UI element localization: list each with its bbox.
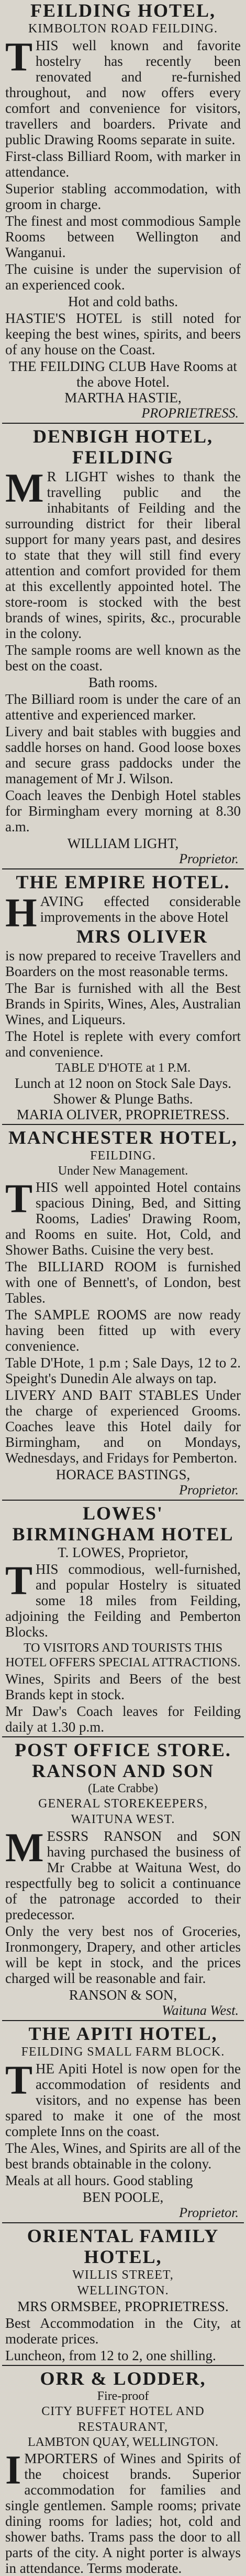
ad-title: ORIENTAL FAMILY HOTEL, — [27, 2225, 219, 2267]
divider — [2, 2222, 244, 2223]
proprietor-name: HORACE BASTINGS, — [55, 1467, 191, 1482]
ad-place: WAITUNA WEST. — [71, 1813, 175, 1826]
drop-cap: T — [5, 1176, 33, 1221]
ad-paragraph: HASTIE'S HOTEL is still noted for keeping the best wines, spirits, and beers of any house on the Coast. — [5, 310, 241, 357]
ad-paragraph: The sample rooms are well known as the best on the coast. — [5, 642, 241, 674]
ad-paragraph — [2, 1825, 244, 1922]
ad-paragraph: Table D'Hote, 1 p.m ; Sale Days, 12 to 2. Speight's Dunedin Ale always on tap. — [5, 1355, 241, 1386]
ad-paragraph: Luncheon, from 12 to 2, one shilling. — [5, 2348, 216, 2363]
ad-town: FEILDING. — [90, 1149, 156, 1163]
ad-paragraph: The Hotel is replete with every comfort and convenience. — [5, 1028, 241, 1060]
ad-subtitle: FEILDING SMALL FARM BLOCK. — [21, 2045, 225, 2059]
ad-paragraph: is now prepared to receive Travellers and Boarders on the most reasonable terms. — [5, 948, 241, 979]
proprietor-title: Proprietor. — [179, 851, 239, 866]
ad-paragraph: The BILLIARD ROOM is furnished with one of Bennett's, of London, best Tables. — [5, 1259, 241, 1306]
ad-signature: RANSON & SON, — [69, 1987, 177, 2003]
ad-paragraph-text: R LIGHT wishes to thank the travelling public and the inhabitants of Feilding and the surrounding district for their liberal support for many years past, and desires to state that they will still find every attention and comfort provided for them at this excellently appointed hotel. The store-room is stocked with the best brands of wines, spirits, &c., procurable in the colony. — [5, 469, 241, 641]
ad-paragraph: Superior stabling accommodation, with groom in charge. — [5, 181, 241, 212]
proprietor-name: MRS ORMSBEE, PROPRIETRESS. — [17, 2299, 229, 2314]
divider — [2, 1736, 244, 1737]
orr-lodder-ad — [2, 2368, 244, 2576]
ad-title: THE APITI HOTEL, — [28, 2023, 218, 2044]
ad-paragraph — [2, 890, 244, 935]
feilding-hotel-ad — [2, 0, 244, 421]
proprietor-name: T. LOWES, Proprietor, — [58, 1545, 188, 1560]
ad-trade: GENERAL STOREKEEPERS, — [38, 1797, 208, 1811]
ad-paragraph-text: ESSRS RANSON and SON having purchased the business of Mr Crabbe at Waituna West, do respectfully beg to solicit a continuance of the patronage accorded to their predecessor. — [5, 1828, 241, 1922]
ad-paragraph — [2, 34, 244, 147]
ad-paragraph — [2, 2057, 244, 2139]
proprietor-name: BEN POOLE, — [82, 2189, 164, 2205]
divider — [2, 2020, 244, 2021]
ad-paragraph: Meals at all hours. Good stabling — [5, 2173, 193, 2188]
ad-paragraph-text: AVING effected considerable improvements in the above Hotel — [40, 894, 241, 925]
drop-cap: T — [5, 1558, 33, 1603]
ad-address: KIMBOLTON ROAD FEILDING. — [28, 22, 218, 36]
lowes-hotel-ad — [2, 1503, 244, 1735]
ad-formerly: (Late Crabbe) — [88, 1782, 158, 1795]
drop-cap: M — [5, 465, 44, 510]
ad-name: MRS OLIVER — [76, 926, 208, 947]
proprietor-name: MARIA OLIVER, PROPRIETRESS. — [16, 1107, 230, 1122]
ad-name-line: CITY BUFFET HOTEL AND — [41, 2405, 205, 2418]
ad-paragraph: LIVERY AND BAIT STABLES Under the charge of experienced Grooms. Coaches leave this Hotel daily for Birmingham, and on Mondays, Wednesdays, and Fridays for Pemberton. — [5, 1387, 241, 1466]
ad-title: POST OFFICE STORE. — [15, 1739, 231, 1760]
ad-paragraph: TO VISITORS AND TOURISTS THIS HOTEL OFFERS SPECIAL ATTRACTIONS. — [5, 1641, 241, 1669]
ad-paragraph: THE FEILDING CLUB Have Rooms at the above Hotel. — [9, 358, 237, 390]
divider — [2, 1500, 244, 1501]
manchester-hotel-ad — [2, 1127, 244, 1498]
ad-firm: RANSON AND SON — [31, 1760, 215, 1781]
ad-paragraph-text: MPORTERS of Wines and Spirits of the choicest brands. Superior accommodation for families and single gentlemen. Sample rooms; private dining rooms for ladies; hot, cold and shower baths. Trams pass the door to all parts of the city. A night porter is always in attendance. Terms moderate. — [5, 2451, 241, 2576]
drop-cap: T — [5, 34, 33, 79]
empire-hotel-ad — [2, 872, 244, 1122]
ad-title: THE EMPIRE HOTEL. — [16, 872, 230, 892]
ad-title: LOWES' — [82, 1503, 164, 1524]
ad-paragraph: Lunch at 12 noon on Stock Sale Days. Shower & Plunge Baths. — [15, 1075, 231, 1107]
ad-subtitle: Fire-proof — [97, 2389, 149, 2403]
ad-paragraph: The Ales, Wines, and Spirits are all of the best brands obtainable in the colony. — [5, 2140, 241, 2172]
ad-table-hours: TABLE D'HOTE at 1 P.M. — [55, 1061, 191, 1075]
ad-paragraph — [2, 465, 244, 641]
denbigh-hotel-ad — [2, 426, 244, 867]
ad-paragraph: The cuisine is under the supervision of an experienced cook. — [5, 261, 241, 293]
ad-city: WELLINGTON. — [77, 2284, 169, 2297]
ad-title: DENBIGH HOTEL, FEILDING — [32, 426, 214, 468]
ad-title: FEILDING HOTEL, — [30, 0, 216, 21]
drop-cap: H — [5, 890, 37, 935]
ad-paragraph: Hot and cold baths. — [68, 294, 178, 309]
proprietor-name: WILLIAM LIGHT, — [67, 836, 179, 851]
ad-paragraph: Mr Daw's Coach leaves for Feilding daily at 1.30 p.m. — [5, 1703, 241, 1735]
ad-paragraph: Best Accommodation in the City, at moderate prices. — [5, 2315, 241, 2347]
divider — [2, 1124, 244, 1125]
divider — [2, 868, 244, 869]
ad-paragraph: Coach leaves the Denbigh Hotel stables for Birmingham every morning at 8.30 a.m. — [5, 787, 241, 834]
proprietor-title: Proprietor. — [179, 2205, 239, 2220]
ad-paragraph: The finest and most commodious Sample Rooms between Wellington and Wanganui. — [5, 213, 241, 260]
drop-cap: M — [5, 1825, 44, 1870]
ad-title: BIRMINGHAM HOTEL — [12, 1524, 234, 1545]
ad-paragraph: Livery and bait stables with buggies and saddle horses on hand. Good loose boxes and secure grass paddocks under the management of Mr J. Wilson. — [5, 724, 241, 786]
ad-paragraph — [2, 1558, 244, 1640]
ad-management: Under New Management. — [58, 1164, 188, 1178]
ad-paragraph — [2, 1176, 244, 1258]
ad-paragraph — [2, 2447, 244, 2576]
ad-paragraph: The Bar is furnished with all the Best Brands in Spirits, Wines, Ales, Australian Wines, and Liqueurs. — [5, 980, 241, 1027]
ad-paragraph-text: HIS commodious, well-furnished, and popular Hostelry is situated some 18 miles from Feilding, adjoining the Feilding and Pemberton Blocks. — [5, 1561, 241, 1640]
drop-cap: T — [5, 2057, 33, 2103]
proprietor-title: Proprietor. — [179, 1482, 239, 1498]
drop-cap: I — [5, 2447, 21, 2492]
ad-title: MANCHESTER HOTEL, — [8, 1127, 238, 1148]
proprietor-title: PROPRIETRESS. — [141, 405, 239, 421]
post-office-store-ad — [2, 1739, 244, 2018]
ad-paragraph-text: HE Apiti Hotel is now open for the accommodation of residents and visitors, and no expense has been spared to make it one of the most complete Inns on the coast. — [5, 2061, 241, 2139]
ad-paragraph: Wines, Spirits and Beers of the best Brands kept in stock. — [5, 1671, 241, 1702]
ad-paragraph: Bath rooms. — [88, 675, 158, 690]
ad-paragraph: The SAMPLE ROOMS are now ready having been fitted up with every convenience. — [5, 1307, 241, 1354]
ad-street: WILLIS STREET, — [72, 2268, 174, 2282]
ad-paragraph: The Billiard room is under the care of an attentive and experienced marker. — [5, 691, 241, 723]
ad-signature-place: Waituna West. — [162, 2003, 239, 2018]
ad-paragraph: First-class Billiard Room, with marker in attendance. — [5, 148, 241, 180]
ad-name-line: RESTAURANT, — [78, 2420, 168, 2434]
ad-paragraph-text: HIS well appointed Hotel contains spacious Dining, Bed, and Sitting Rooms, Ladies' Drawing Room, and Rooms en suite. Hot, Cold, and Shower Baths. Cuisine the very best. — [5, 1179, 241, 1258]
proprietor-name: MARTHA HASTIE, — [64, 390, 182, 405]
ad-title: ORR & LODDER, — [40, 2368, 206, 2389]
divider — [2, 2365, 244, 2366]
ad-paragraph: Only the very best nos of Groceries, Ironmongery, Drapery, and other articles will be kept in stock, and the prices charged will be reasonable and fair. — [5, 1923, 241, 1986]
divider — [2, 423, 244, 424]
ad-location: LAMBTON QUAY, WELLINGTON. — [27, 2435, 218, 2449]
ad-paragraph-text: HIS well known and favorite hostelry has recently been renovated and re-furnished throughout, and now offers every comfort and convenience for visitors, travellers and boarders. Private and public Drawing Rooms separate in suite. — [5, 38, 241, 147]
oriental-hotel-ad — [2, 2225, 244, 2363]
apiti-hotel-ad — [2, 2023, 244, 2221]
